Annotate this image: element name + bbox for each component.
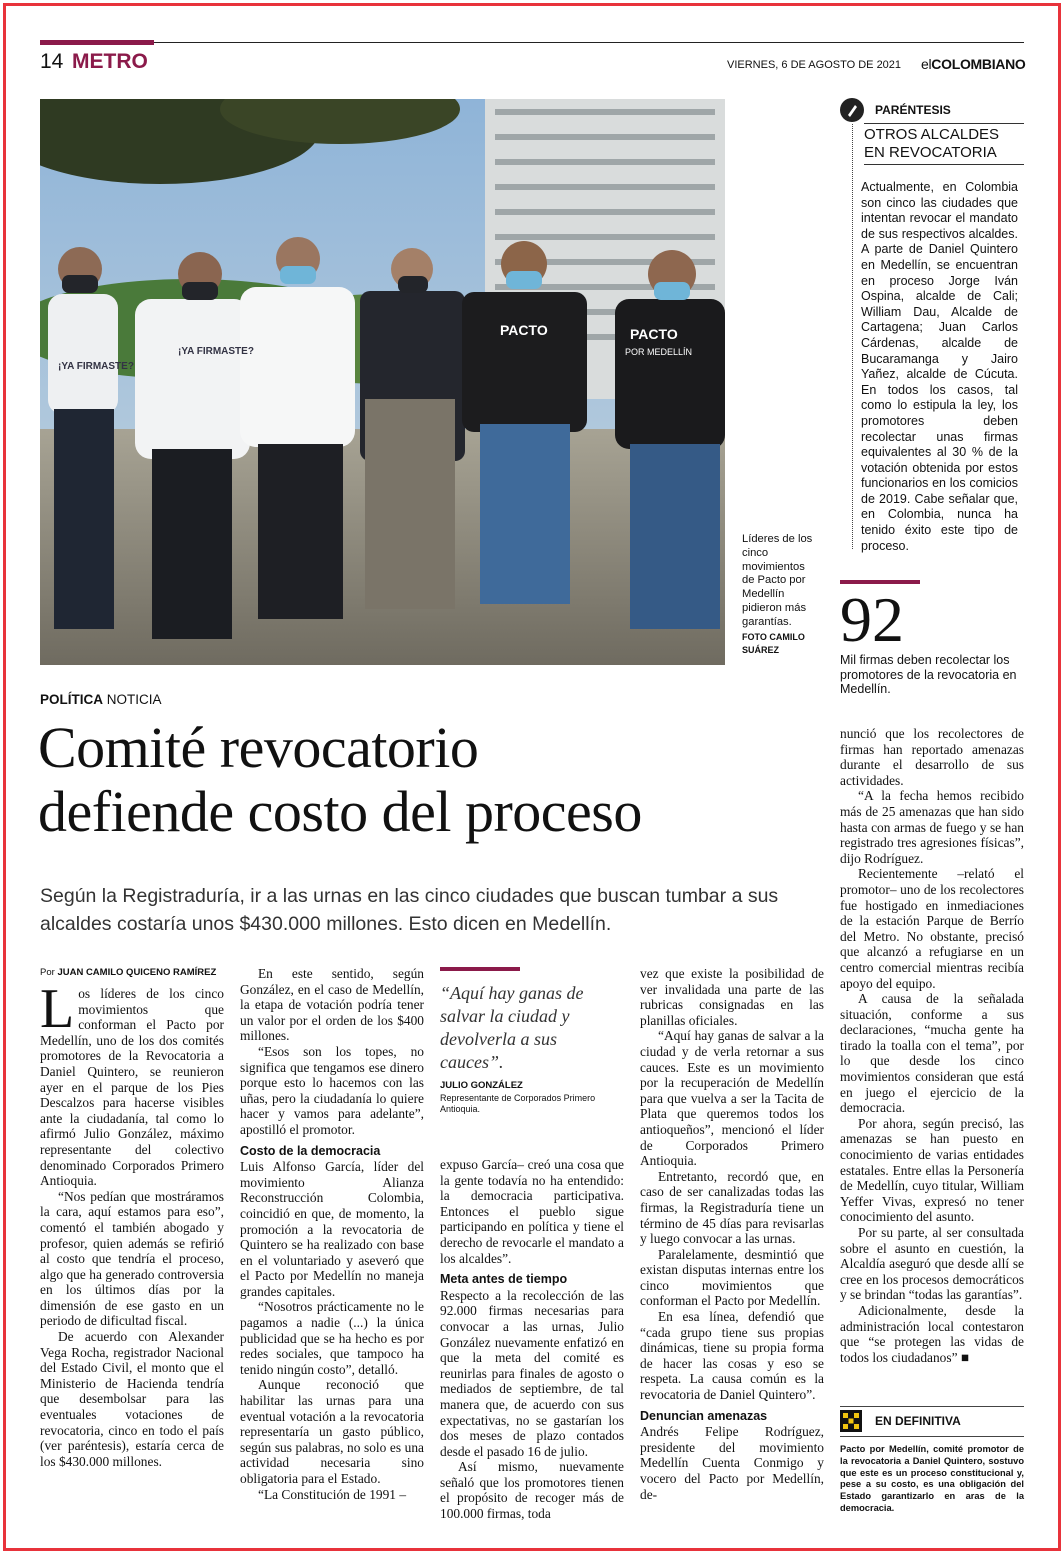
paragraph: Entretanto, recordó que, en caso de ser canalizadas todas las firmas, la Registraduría tiene un término de 45 días para revisarlas y luego convocar a las urnas. xyxy=(640,1168,824,1247)
photo-credit: FOTO CAMILO SUÁREZ xyxy=(742,631,805,655)
quote-accent-bar xyxy=(440,967,520,971)
paragraph: vez que existe la posibilidad de ver invalidada una parte de las rubricas consignadas en las planillas oficiales. xyxy=(640,966,824,1028)
headline-line2: defiende costo del proceso xyxy=(38,779,642,844)
section-name: METRO xyxy=(72,50,148,73)
byline-prefix: Por xyxy=(40,967,55,978)
sidebar-body: Actualmente, en Colombia son cinco las ciudades que intentan revocar el mandato de sus respectivos alcaldes. A parte de Daniel Quintero en Medellín, se encuentran en proceso Jorge Iván Ospina, alcalde de Cali; William Dau, Alcalde de Cartagena; Juan Carlos Cárdenas, alcalde de Bucaramanga y Jairo Yañez, alcalde de Cúcuta. En todos los casos, tal como lo estipula la ley, los promotores deben recolectar unas firmas equivalentes al 30 % de la votación obtenida por estos funcionarios en los comicios de 2019. Cabe señalar que, en Colombia, nunca ha tenido éxito este tipo de proceso. xyxy=(861,180,1018,553)
paragraph: Paralelamente, desmintió que existan disputas internas entre los cinco movimientos que conforman el Pacto por Medellín. xyxy=(640,1246,824,1309)
shirt-text-3: POR MEDELLÍN xyxy=(625,347,693,357)
header-rule xyxy=(154,42,1024,43)
shirt-text-1b: ¡YA FIRMASTE? xyxy=(178,346,254,357)
column-1 xyxy=(40,966,224,1469)
paragraph: “Nos pedían que mostráramos la cara, aquí estamos para eso”, comentó el también abogado y profesor, quien además se refirió al costo que tendría el proceso, algo que ha generado controversia en los últimos días por la dimensión de ese gasto en un periodo de dificultad fiscal. xyxy=(40,1188,224,1329)
article-deck: Según la Registraduría, ir a las urnas en las cinco ciudades que buscan tumbar a sus alcaldes costaría unos $430.000 millones. Esto dicen en Medellín. xyxy=(40,885,779,935)
headline xyxy=(38,716,642,844)
sidebar-kicker: PARÉNTESIS xyxy=(875,103,951,117)
paragraph: Aunque reconoció que habilitar las urnas para una eventual votación a la revocatoria representaría un gasto público, según sus palabras, no solo es una actividad necesaria sino obligatoria para el Estado. xyxy=(240,1377,424,1486)
paragraph: Así mismo, nuevamente señaló que los promotores tienen el propósito de recoger más de 100.000 firmas, toda xyxy=(440,1459,624,1522)
paragraph: Respecto a la recolección de las 92.000 firmas necesarias para convocar a las urnas, Julio González nuevamente enfatizó en que la meta del comité es reunirlas para finales de agosto o mediados de septiembre, de tal manera que, de acuerdo con sus expectativas, no se gastarían los dos meses de plazo contados desde el pasado 16 de julio. xyxy=(440,1287,624,1459)
sidebar-title xyxy=(864,126,999,162)
sidebar-title-line2: EN REVOCATORIA xyxy=(864,144,997,161)
sidebar-title-line1: OTROS ALCALDES xyxy=(864,126,1000,143)
summary-body: Pacto por Medellín, comité promotor de la revocatoria a Daniel Quintero, sostuvo que este es un proceso constitucional y, pese a su costo, es una obligación del Estado garantizarlo en aras de la democracia. xyxy=(840,1444,1024,1513)
kicker-light: NOTICIA xyxy=(106,692,162,707)
subhead: Denuncian amenazas xyxy=(640,1408,768,1423)
page-number: 14 xyxy=(40,50,64,73)
paragraph: En esa línea, defendió que “cada grupo tiene sus propias dinámicas, tiene su propia forma de hacer las cosas y eso se respeta. La causa común es la revocatoria de Daniel Quintero”. xyxy=(640,1309,824,1403)
column-5 xyxy=(840,726,1024,1365)
paragraph: Por su parte, al ser consultada sobre el asunto en cuestión, la Alcaldía aseguró que desde allí se cree en los procesos democráticos y se brindan “todas las garantías”. xyxy=(840,1225,1024,1303)
paragraph: Por ahora, según precisó, las amenazas se han puesto en conocimiento de varias entidades estatales. Entre ellas la Personería de Medellín, cuyo titular, William Yeffer Vivas, expresó no tener conocimiento del asunto. xyxy=(840,1115,1024,1225)
paragraph: “A la fecha hemos recibido más de 25 amenazas que han sido hasta con armas de fuego y se han registrado tres agresiones físicas”, dijo Rodríguez. xyxy=(840,788,1024,866)
paragraph: “La Constitución de 1991 – xyxy=(258,1486,407,1502)
paragraph xyxy=(40,978,224,1189)
number-description: Mil firmas deben recolectar los promotores de la revocatoria en Medellín. xyxy=(840,653,1017,696)
paragraph: A causa de la señalada situación, conforme a sus declaraciones, “mucha gente ha tirado la toalla con el tema”, por lo que desde los cinco movimientos consideran que está en juego el ejercicio de la democracia. xyxy=(840,991,1024,1116)
article-kicker xyxy=(40,692,162,707)
sidebar-dotted-line xyxy=(852,124,853,549)
paragraph: “Nosotros prácticamente no le pagamos a nadie (...) la única publicidad que se ha hecho es por redes sociales, que tampoco ha tenido ningún costo”, detalló. xyxy=(240,1299,424,1377)
quote-role: Representante de Corporados Primero Antioquia. xyxy=(440,1093,596,1114)
brand-prefix: el xyxy=(921,56,932,72)
summary-top-rule xyxy=(840,1406,1024,1407)
sidebar-title-rule xyxy=(864,164,1024,165)
pull-quote: “Aquí hay ganas de salvar la ciudad y devolverla a sus cauces”. xyxy=(440,983,584,1072)
headline-line1: Comité revocatorio xyxy=(38,715,479,780)
sidebar-kicker-rule xyxy=(864,123,1024,124)
paragraph: Luis Alfonso García, líder del movimiento Alianza Reconstrucción Colombia, coincidió en que, de momento, la promoción a la revocatoria de Quintero se ha realizado con base en el voluntariado y aseveró que el Pacto por Medellín no maneja grandes capitales. xyxy=(240,1159,424,1299)
shirt-text-2b: PACTO xyxy=(630,326,678,342)
paragraph: De acuerdo con Alexander Vega Rocha, registrador Nacional del Estado Civil, el monto que el Ministerio de Hacienda tendría que desembolsar para las eventuales votaciones de revocatoria, cinco en todo el país (ver paréntesis), estaría cerca de los $430.000 millones. xyxy=(40,1329,224,1469)
paragraph: “Aquí hay ganas de salvar a la ciudad y de verla retornar a sus cauces. Este es un movimiento por la recuperación de Medellín para que vuelva a ser la Tacita de Plata que queremos todos los antioqueños”, mencionó el líder de Corporados Primero Antioquia. xyxy=(640,1028,824,1169)
shirt-text-2: PACTO xyxy=(500,322,548,338)
paragraph: expuso García– creó una cosa que la gente todavía no ha entendido: la democracia participativa. Entonces el pueblo sigue participando en política y tiene el derecho de revocarle el mandato a los alcaldes”. xyxy=(440,1157,624,1266)
paragraph: Adicionalmente, desde la administración local contestaron que “se protegen las vidas de todos los ciudadanos” ■ xyxy=(840,1302,1024,1365)
kicker-bold: POLÍTICA xyxy=(40,692,103,707)
drop-cap: L xyxy=(40,978,75,1040)
paragraph: Recientemente –relató el promotor– uno de los recolectores fue hostigado en inmediaciones de la estación Parque de Berrío del Metro. No obstante, precisó que alcanzó a refugiarse en un centro comercial mientras recibía apoyo del equipo. xyxy=(840,866,1024,991)
caption-text: Líderes de los cinco movimientos de Pacto por Medellín pidieron más garantías. xyxy=(742,533,813,628)
byline xyxy=(40,966,224,980)
subhead: Meta antes de tiempo xyxy=(440,1272,568,1287)
brand-logo xyxy=(921,56,1026,72)
subhead: Costo de la democracia xyxy=(240,1143,381,1158)
paragraph: En este sentido, según González, en el caso de Medellín, la etapa de votación podría tener un valor por el orden de los $400 millones. xyxy=(240,966,424,1044)
paragraph: Andrés Felipe Rodríguez, presidente del movimiento Medellín Cuenta Conmigo y vocero del Pacto por Medellín, de- xyxy=(640,1424,824,1502)
paragraph-text: os líderes de los cinco movimientos que conforman el Pacto por Medellín, uno de los dos comités promotores de la Revocatoria a Daniel Quintero, se reunieron ayer en el parque de los Pies Descalzos para hacerse visibles ante la ciudadanía, tal como lo afirmó Julio González, máximo representante del colectivo denominado Corporados Primero Antioquia. xyxy=(40,986,224,1189)
big-number: 92 xyxy=(840,584,904,655)
parentesis-icon xyxy=(840,98,864,122)
column-3 xyxy=(440,1157,624,1522)
photo-caption xyxy=(742,533,820,657)
paragraph: nunció que los recolectores de firmas han reportado amenazas durante el desarrollo de sus actividades. xyxy=(840,726,1024,788)
column-2 xyxy=(240,966,424,1502)
photo-illustration xyxy=(40,99,725,665)
puzzle-icon xyxy=(840,1410,862,1432)
summary-title: EN DEFINITIVA xyxy=(875,1414,961,1428)
lead-photo xyxy=(40,99,725,665)
byline-name: JUAN CAMILO QUICENO RAMÍREZ xyxy=(57,967,217,978)
column-4 xyxy=(640,966,824,1502)
quote-author: JULIO GONZÁLEZ xyxy=(440,1080,523,1091)
header-accent-bar xyxy=(40,40,154,45)
issue-date: VIERNES, 6 DE AGOSTO DE 2021 xyxy=(727,59,902,71)
summary-mid-rule xyxy=(840,1436,1024,1437)
shirt-text-1: ¡YA FIRMASTE? xyxy=(58,361,134,372)
brand-name: COLOMBIANO xyxy=(931,56,1026,72)
paragraph: “Esos son los topes, no significa que tengamos ese dinero porque esto lo hacemos con las uñas, pero la ciudadanía lo quiere hacer y vamos para adelante”, apostilló el promotor. xyxy=(240,1043,424,1137)
